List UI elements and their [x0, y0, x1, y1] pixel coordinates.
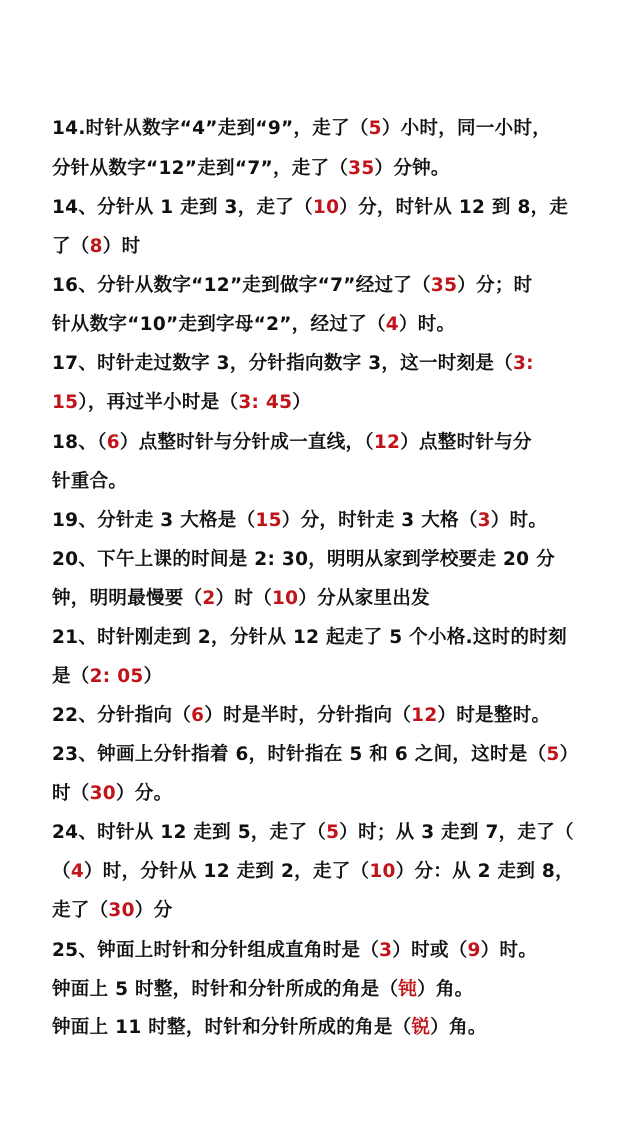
question-text: ）时是半时，分针指向（: [204, 705, 412, 726]
text-line: [52, 195, 568, 221]
question-text: 14、分针从 1 走到 3，走了（: [52, 197, 313, 218]
text-line: [52, 820, 574, 846]
text-line: [52, 430, 532, 456]
answer-text: 4: [385, 314, 399, 335]
question-text: 14.时针从数字“4”走到“9”，走了（: [52, 118, 369, 139]
text-line: [52, 625, 567, 651]
answer-text: 3: 45: [238, 392, 293, 413]
question-text: 22、分针指向（: [52, 705, 192, 726]
question-text: ）时；从 3 走到 7，走了（: [339, 822, 574, 843]
answer-text: 锐: [411, 1017, 431, 1038]
question-text: 针重合。: [52, 471, 128, 492]
question-text: 钟，明明最慢要（: [52, 588, 203, 609]
text-line: [52, 703, 550, 729]
answer-text: 9: [467, 940, 481, 961]
question-text: 走了（: [52, 900, 109, 921]
question-text: （: [52, 861, 71, 882]
text-line: [52, 1015, 487, 1041]
text-line: [52, 116, 551, 142]
question-text: ）时，分针从 12 走到 2，走了（: [84, 861, 370, 882]
question-text: ）时。: [490, 510, 548, 531]
text-line: [52, 898, 172, 924]
question-text: ）: [143, 666, 163, 687]
answer-text: 8: [89, 236, 103, 257]
question-text: ）分，时针走 3 大格（: [281, 510, 478, 531]
text-line: [52, 664, 162, 690]
question-text: ）时: [102, 236, 141, 257]
answer-text: 12: [373, 432, 401, 453]
question-text: 20、下午上课的时间是 2: 30，明明从家到学校要走 20 分: [52, 549, 555, 570]
question-text: 17、时针走过数字 3，分针指向数字 3，这一时刻是（: [52, 353, 513, 374]
question-text: ）分，时针从 12 到 8，走: [339, 197, 569, 218]
answer-text: 30: [108, 900, 135, 921]
question-text: 19、分针走 3 大格是（: [52, 510, 256, 531]
answer-text: 钝: [398, 979, 418, 1000]
text-line: [52, 312, 455, 338]
answer-text: 2: [202, 588, 216, 609]
text-line: [52, 977, 473, 1003]
text-line: [52, 547, 555, 573]
question-text: ）角。: [430, 1017, 487, 1038]
question-text: ）时（: [215, 588, 272, 609]
question-text: ）: [292, 392, 312, 413]
question-text: 16、分针从数字“12”走到做字“7”经过了（: [52, 275, 431, 296]
answer-text: 3: [477, 510, 491, 531]
answer-text: 5: [368, 118, 382, 139]
question-text: 18、（: [52, 432, 107, 453]
question-text: 分针从数字“12”走到“7”，走了（: [52, 158, 349, 179]
answer-text: 3: [379, 940, 393, 961]
answer-text: 6: [106, 432, 120, 453]
question-text: 24、时针从 12 走到 5，走了（: [52, 822, 327, 843]
text-line: [52, 586, 430, 612]
question-text: 钟面上 11 时整，时针和分针所成的角是（: [52, 1017, 412, 1038]
question-text: ）: [559, 744, 579, 765]
text-line: [52, 234, 140, 260]
question-text: ）时或（: [392, 940, 468, 961]
text-line: [52, 469, 127, 495]
answer-text: 35: [430, 275, 458, 296]
text-line: [52, 273, 532, 299]
text-line: [52, 938, 537, 964]
text-line: [52, 390, 311, 416]
text-line: [52, 351, 534, 377]
question-text: ）点整时针与分: [400, 432, 532, 453]
question-text: ）分从家里出发: [298, 588, 430, 609]
answer-text: 6: [191, 705, 205, 726]
question-text: ）分：从 2 走到 8，: [395, 861, 574, 882]
text-line: [52, 156, 450, 182]
answer-text: 2: 05: [89, 666, 144, 687]
question-text: ）分钟。: [374, 158, 450, 179]
question-text: ）分。: [115, 783, 173, 804]
text-line: [52, 781, 172, 807]
question-text: 是（: [52, 666, 90, 687]
question-text: ）分；时: [457, 275, 533, 296]
question-text: 钟面上 5 时整，时针和分针所成的角是（: [52, 979, 399, 1000]
question-text: ）分: [134, 900, 173, 921]
question-text: ）时。: [480, 940, 538, 961]
question-text: ）角。: [417, 979, 474, 1000]
question-text: ）时。: [398, 314, 456, 335]
question-text: ），再过半小时是（: [78, 392, 239, 413]
answer-text: 30: [89, 783, 116, 804]
question-text: 了（: [52, 236, 90, 257]
answer-text: 15: [52, 392, 79, 413]
answer-text: 4: [70, 861, 84, 882]
answer-text: 10: [272, 588, 299, 609]
question-text: 针从数字“10”走到字母“2”，经过了（: [52, 314, 386, 335]
text-line: [52, 742, 578, 768]
answer-text: 12: [411, 705, 438, 726]
question-text: 23、钟画上分针指着 6，时针指在 5 和 6 之间，这时是（: [52, 744, 547, 765]
answer-text: 3:: [512, 353, 534, 374]
question-text: ）时是整时。: [437, 705, 551, 726]
question-text: ）点整时针与分针成一直线，（: [119, 432, 374, 453]
answer-text: 10: [312, 197, 340, 218]
answer-text: 35: [348, 158, 375, 179]
answer-text: 15: [255, 510, 282, 531]
question-text: 时（: [52, 783, 90, 804]
answer-text: 5: [326, 822, 340, 843]
question-text: 25、钟面上时针和分针组成直角时是（: [52, 940, 380, 961]
question-text: 21、时针刚走到 2，分针从 12 起走了 5 个小格.这时的时刻: [52, 627, 567, 648]
answer-text: 10: [369, 861, 396, 882]
question-text: ）小时，同一小时，: [381, 118, 552, 139]
answer-text: 5: [546, 744, 560, 765]
text-line: [52, 859, 574, 885]
text-line: [52, 508, 547, 534]
